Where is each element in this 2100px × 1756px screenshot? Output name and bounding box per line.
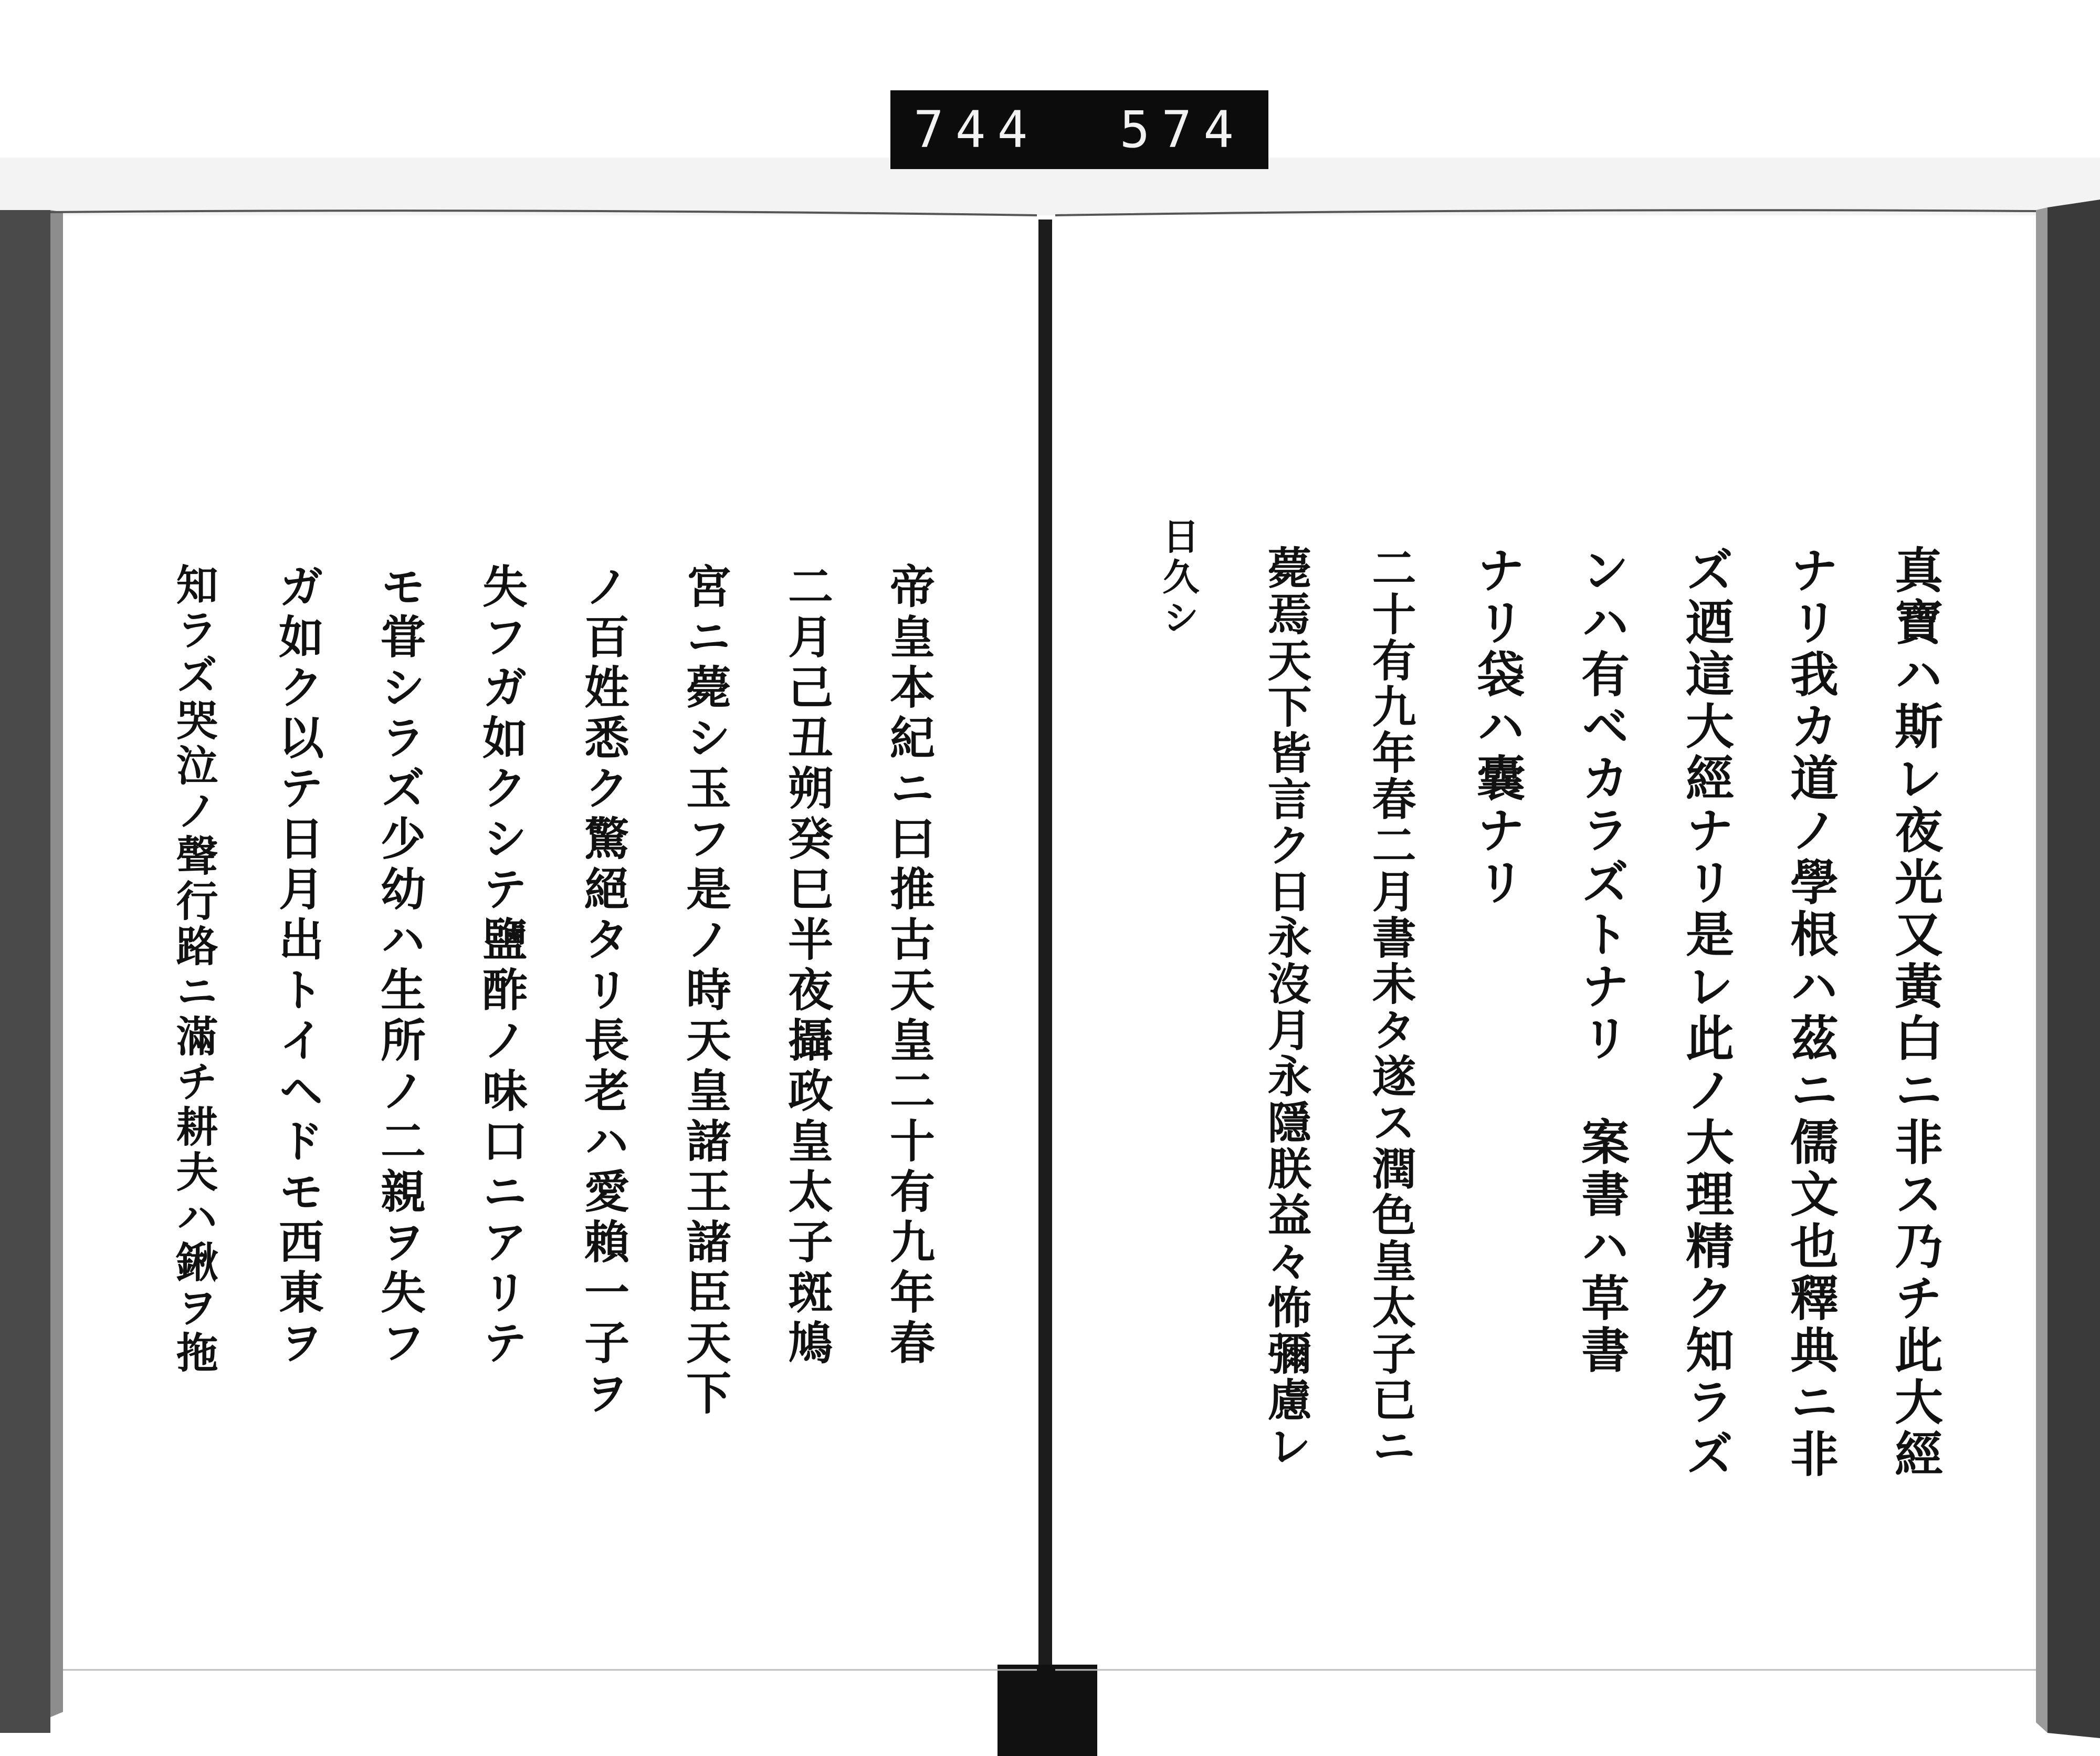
left-page-edge	[0, 210, 50, 1733]
left-page-line: 失フガ如クシテ鹽酢ノ味口ニアリテ	[475, 563, 528, 1370]
left-page-line: 知ラズ哭泣ノ聲行路ニ滿チ耕夫ハ鍬ヲ拖	[169, 563, 218, 1376]
left-page-edge-shade	[50, 210, 63, 1717]
left-page-line: ノ百姓悉ク驚絕タリ長老ハ愛賴一子ヲ	[576, 563, 629, 1420]
right-page-line: 日久シ	[1157, 517, 1200, 639]
right-page-line: ンハ有ベカラズトナリ 案書ハ草書	[1573, 545, 1630, 1377]
left-page-line: 宮ニ薨シ玉フ是ノ時天皇諸王諸臣天下	[678, 563, 731, 1420]
right-page-line: ズ迺這大經ナリ是レ此ノ大理精ク知ラズ	[1678, 545, 1735, 1481]
right-page-edge-shade	[2036, 207, 2048, 1733]
left-page-number: 744	[914, 100, 1040, 159]
left-page-line: ガ如ク以テ日月出トイヘドモ西東ヲ	[271, 563, 324, 1370]
right-page-line: 二十有九年春二月書未タ遂ス潤色皇太子已ニ	[1365, 545, 1417, 1469]
left-page-line: 帝皇本紀ニ曰推古天皇二十有九年春	[882, 563, 935, 1370]
left-page-line: モ甞シラズ少幼ハ生所ノ二親ヲ失フ	[373, 563, 426, 1370]
page-number-label	[890, 90, 1268, 169]
right-page-line: ナリ袋ハ囊ナリ	[1469, 545, 1526, 909]
left-page-line: 二月己丑朔癸巳半夜攝政皇太子斑鳩	[780, 563, 833, 1370]
right-page-number: 574	[1119, 100, 1245, 159]
right-page-line: 薨焉天下皆言ク日永沒月永隱朕益々怖彌慮レ	[1261, 545, 1312, 1469]
center-gutter-base	[998, 1665, 1097, 1756]
right-page-line: 真寶ハ斯レ夜光又黃白ニ非ス乃チ此大經	[1887, 545, 1944, 1481]
center-gutter	[1038, 220, 1052, 1679]
right-page-line: ナリ我カ道ノ學根ハ茲ニ儒文也釋典ニ非	[1782, 545, 1839, 1481]
right-page-edge	[2048, 200, 2100, 1738]
